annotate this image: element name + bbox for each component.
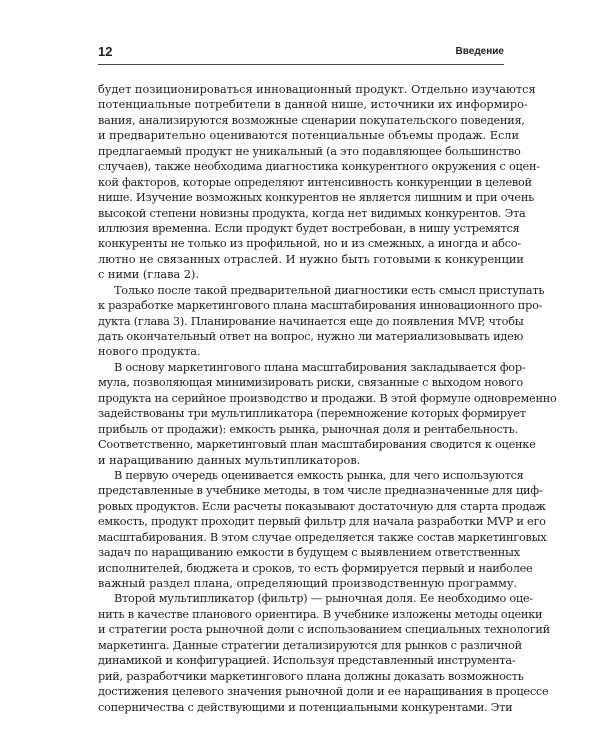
text-line: лютно не связанных отраслей. И нужно быть готовыми к конкуренции — [98, 252, 524, 266]
text-line: Только после такой предварительной диагностики есть смысл приступать — [114, 283, 545, 297]
text-line: ровых продуктов. Если расчеты показывают достаточную для старта продаж — [98, 499, 546, 513]
text-line: и предварительно оцениваются потенциальные объемы продаж. Если — [98, 129, 519, 143]
text-line: дукта (глава 3). Планирование начинается еще до появления MVP, чтобы — [98, 314, 524, 328]
text-line: нише. Изучение возможных конкурентов не является лишним и при очень — [98, 191, 535, 205]
text-line: рий, разработчики маркетингового плана должны доказать возможность — [98, 669, 524, 683]
text-line: нить в качестве планового ориентира. В учебнике изложены методы оценки — [98, 607, 543, 621]
text-line: исполнителей, бюджета и сроков, то есть формируется первый и наиболее — [98, 561, 533, 575]
text-line: иллюзия временна. Если продукт будет востребован, в нишу устремятся — [98, 221, 520, 235]
text-line: Второй мультипликатор (фильтр) — рыночная доля. Ее необходимо оце- — [114, 592, 533, 606]
text-line: емкость, продукт проходит первый фильтр для начала разработки MVP и его — [98, 515, 546, 529]
text-line: прибыль от продажи): емкость рынка, рыночная доля и рентабельность. — [98, 422, 518, 436]
text-line: потенциальные потребители в данной нише, источники их информиро- — [98, 98, 528, 112]
text-line: соперничества с действующими и потенциальными конкурентами. Эти — [98, 700, 513, 714]
text-line: к разработке маркетингового плана масштабирования инновационного про- — [98, 299, 543, 313]
text-line: случаев), также необходима диагностика конкурентного окружения с оцен- — [98, 160, 540, 174]
text-line: В первую очередь оценивается емкость рынка, для чего используются — [114, 468, 524, 482]
text-line: и стратегии роста рыночной доли с использованием специальных технологий — [98, 623, 550, 637]
header-rule — [98, 64, 504, 65]
text-line: мула, позволяющая минимизировать риски, связанные с выходом нового — [98, 376, 523, 390]
text-line: В основу маркетингового плана масштабирования закладывается фор- — [114, 360, 526, 374]
section-title: Введение — [455, 46, 504, 57]
text-line: масштабирования. В этом случае определяется также состав маркетинговых — [98, 530, 547, 544]
text-line: вания, анализируются возможные сценарии покупательского поведения, — [98, 113, 525, 127]
text-line: кой факторов, которые определяют интенсивность конкуренции в целевой — [98, 175, 532, 189]
page-number: 12 — [98, 44, 113, 59]
text-line: динамикой и конфигурацией. Используя представленный инструмента- — [98, 654, 516, 668]
text-line: будет позиционироваться инновационный продукт. Отдельно изучаются — [98, 83, 536, 96]
text-line: задействованы три мультипликатора (перемножение которых формирует — [98, 407, 526, 421]
text-line: достижения целевого значения рыночной доли и ее наращивания в процессе — [98, 685, 549, 699]
text-line: высокой степени новизны продукта, когда нет видимых конкурентов. Эта — [98, 206, 526, 220]
body-text — [98, 82, 557, 715]
text-line: и наращиванию данных мультипликаторов. — [98, 453, 361, 467]
text-line: представленные в учебнике методы, в том числе предназначенные для циф- — [98, 484, 543, 498]
running-header — [98, 42, 504, 62]
text-line: нового продукта. — [98, 345, 201, 359]
text-line: с ними (глава 2). — [98, 268, 199, 282]
text-line: дать окончательный ответ на вопрос, нужно ли материализовывать идею — [98, 330, 524, 343]
text-line: предлагаемый продукт не уникальный (а это подавляющее большинство — [98, 144, 521, 158]
text-line: задач по наращиванию емкости в будущем с выявлением ответственных — [98, 546, 520, 560]
text-line: Соответственно, маркетинговый план масштабирования сводится к оценке — [98, 438, 536, 452]
text-line: продукта на серийное производство и продажи. В этой формуле одновременно — [98, 391, 557, 405]
text-line: маркетинга. Данные стратегии детализируются для рынков с различной — [98, 638, 522, 652]
text-line: конкуренты не только из профильной, но и из смежных, а иногда и абсо- — [98, 237, 521, 251]
text-line: важный раздел плана, определяющий производственную программу. — [98, 577, 518, 590]
